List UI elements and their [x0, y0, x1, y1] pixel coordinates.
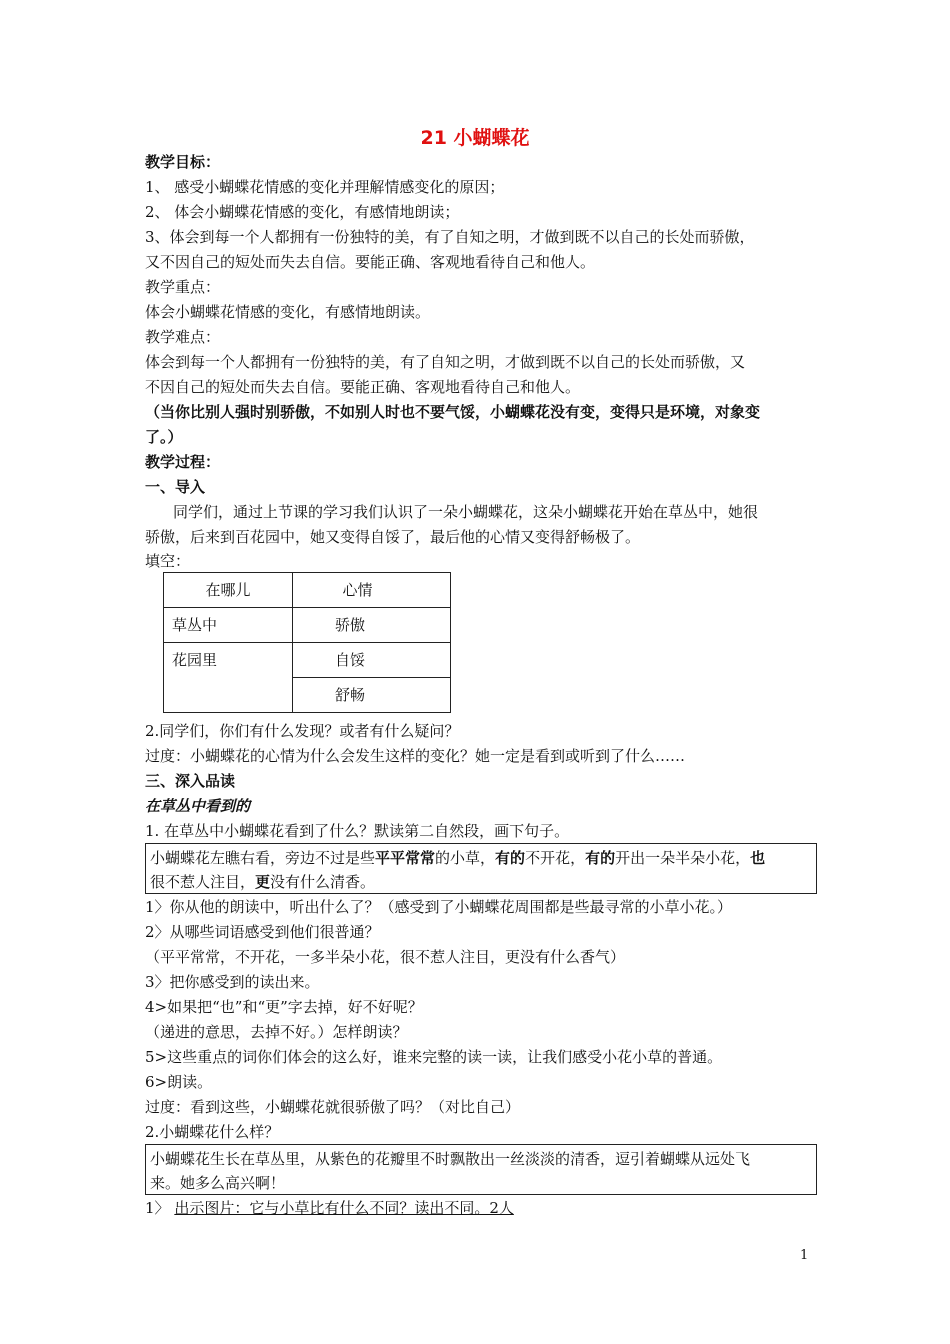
question-line: 1. 在草丛中小蝴蝶花看到了什么？默读第二自然段，画下句子。 [145, 822, 570, 840]
table-cell: 自馁 [293, 643, 451, 678]
difficulty-heading: 教学难点： [145, 328, 221, 346]
objectives-heading: 教学目标： [145, 153, 221, 171]
key-point-text: 体会小蝴蝶花情感的变化，有感情地朗读。 [145, 303, 431, 321]
key-point-heading: 教学重点： [145, 278, 221, 296]
intro-heading: 一、导入 [145, 478, 206, 496]
fill-label: 填空： [145, 552, 191, 570]
step-line: 过度：看到这些，小蝴蝶花就很骄傲了吗？（对比自己） [145, 1098, 521, 1116]
quote-box [145, 843, 817, 894]
difficulty-note: （当你比别人强时别骄傲，不如别人时也不要气馁，小蝴蝶花没有变，变得只是环境，对象变 [145, 403, 761, 421]
objective-item: 3、体会到每一个人都拥有一份独特的美，有了自知之明，才做到既不以自己的长处而骄傲， [145, 228, 755, 246]
step-line: 1〉你从他的朗读中，听出什么了？（感受到了小蝴蝶花周围都是些最寻常的小草小花。） [145, 898, 733, 916]
transition-line: 过度：小蝴蝶花的心情为什么会发生这样的变化？她一定是看到或听到了什么…… [145, 747, 686, 765]
step-line: 3〉把你感受到的读出来。 [145, 973, 320, 991]
objective-item: 1、 感受小蝴蝶花情感的变化并理解情感变化的原因； [145, 178, 505, 196]
table-cell: 花园里 [164, 643, 293, 713]
step-line: 2.小蝴蝶花什么样？ [145, 1123, 280, 1141]
difficulty-note: 了。） [145, 428, 183, 446]
quote-line: 小蝴蝶花左瞧右看，旁边不过是些平平常常的小草，有的不开花，有的开出一朵半朵小花，也 [150, 849, 766, 867]
difficulty-text: 不因自己的短处而失去自信。要能正确、客观地看待自己和他人。 [145, 378, 581, 396]
question-line: 2.同学们，你们有什么发现？或者有什么疑问？ [145, 722, 460, 740]
table-cell: 舒畅 [293, 678, 451, 713]
section-heading: 三、深入品读 [145, 772, 236, 790]
objective-item: 2、 体会小蝴蝶花情感的变化，有感情地朗读； [145, 203, 460, 221]
step-line: 2〉从哪些词语感受到他们很普通？ [145, 923, 380, 941]
quote-line: 小蝴蝶花生长在草丛里，从紫色的花瓣里不时飘散出一丝淡淡的清香，逗引着蝴蝶从远处飞 [150, 1150, 751, 1168]
page-number: 1 [800, 1248, 809, 1263]
step-line: （平平常常，不开花，一多半朵小花，很不惹人注目，更没有什么香气） [145, 948, 626, 966]
table-cell: 骄傲 [293, 608, 451, 643]
intro-paragraph: 同学们，通过上节课的学习我们认识了一朵小蝴蝶花，这朵小蝴蝶花开始在草丛中，她很 [173, 503, 759, 521]
intro-paragraph: 骄傲，后来到百花园中，她又变得自馁了，最后他的心情又变得舒畅极了。 [145, 528, 641, 546]
quote-line: 来。她多么高兴啊！ [150, 1174, 286, 1192]
objective-item: 又不因自己的短处而失去自信。要能正确、客观地看待自己和他人。 [145, 253, 596, 271]
table-cell: 草丛中 [164, 608, 293, 643]
step-line: （递进的意思，去掉不好。）怎样朗读？ [145, 1023, 408, 1041]
quote-box [145, 1144, 817, 1195]
page-title: 21 小蝴蝶花 [420, 127, 530, 149]
table-header: 心情 [293, 573, 451, 608]
step-line: 5>这些重点的词你们体会的这么好，谁来完整的读一读，让我们感受小花小草的普通。 [145, 1048, 723, 1066]
step-line: 1〉 出示图片：它与小草比有什么不同？读出不同。2人 [145, 1199, 514, 1217]
process-heading: 教学过程： [145, 453, 221, 471]
quote-line: 很不惹人注目，更没有什么清香。 [150, 873, 376, 891]
fill-table [163, 572, 451, 713]
sub-heading: 在草丛中看到的 [145, 797, 251, 815]
step-line: 4>如果把“也”和“更”字去掉，好不好呢？ [145, 998, 423, 1016]
step-line: 6>朗读。 [145, 1073, 213, 1091]
table-header: 在哪儿 [164, 573, 293, 608]
difficulty-text: 体会到每一个人都拥有一份独特的美，有了自知之明，才做到既不以自己的长处而骄傲，又 [145, 353, 746, 371]
